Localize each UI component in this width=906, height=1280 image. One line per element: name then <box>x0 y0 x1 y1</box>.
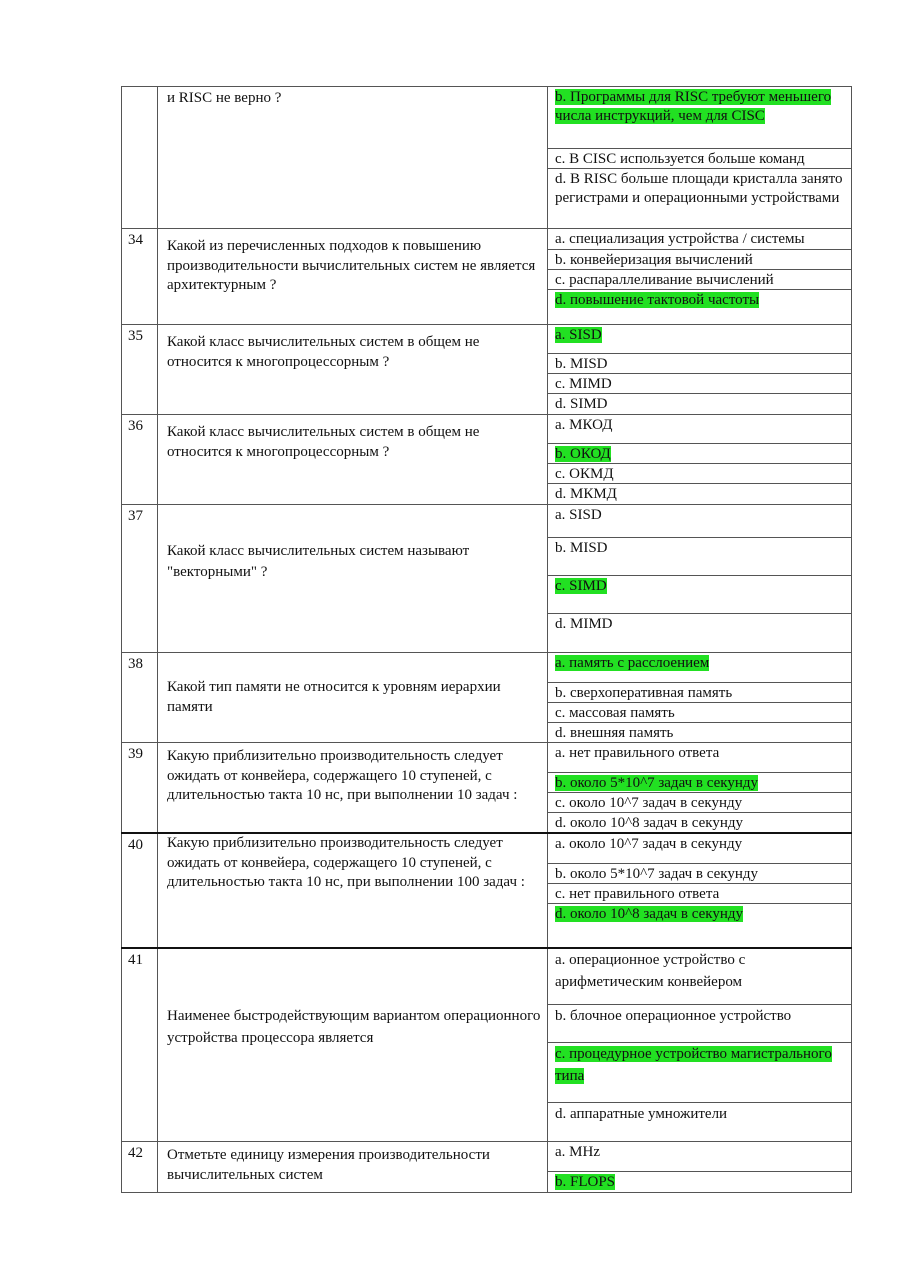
question-number <box>122 87 157 89</box>
question-text-cell <box>158 653 548 743</box>
answer-text: a. специализация устройства / системы <box>555 231 805 247</box>
question-number: 36 <box>128 418 143 434</box>
question-text-cell <box>158 325 548 415</box>
answer-text: a. MHz <box>555 1144 600 1160</box>
question-text: Какую приблизительно производительность следует ожидать от конвейера, содержащего 10 ступеней, с длительностью такта 10 нс, при выполнении 10 задач : <box>167 748 518 803</box>
answer-option <box>548 249 851 269</box>
answer-options-cell <box>548 87 852 229</box>
question-text-cell <box>158 833 548 948</box>
answer-text: d. МКМД <box>555 486 617 502</box>
question-row <box>122 87 852 229</box>
question-text: и RISC не верно ? <box>167 90 282 106</box>
answer-text: d. внешняя память <box>555 725 674 741</box>
question-text: Какой тип памяти не относится к уровням иерархии памяти <box>167 679 501 715</box>
quiz-table <box>121 86 852 1193</box>
answer-option <box>548 949 851 1004</box>
answer-text: a. МКОД <box>555 417 613 433</box>
correct-answer-text: b. около 5*10^7 задач в секунду <box>555 775 758 791</box>
question-number-cell <box>122 325 158 415</box>
answer-option <box>548 148 851 168</box>
question-number: 41 <box>128 952 143 968</box>
question-number-cell <box>122 653 158 743</box>
answer-option <box>548 353 851 373</box>
answer-option <box>548 1042 851 1102</box>
question-number-cell <box>122 948 158 1142</box>
answer-option <box>548 505 851 537</box>
question-row <box>122 229 852 325</box>
question-text: Какой класс вычислительных систем в общем не относится к многопроцессорным ? <box>167 424 480 460</box>
answer-option <box>548 1102 851 1141</box>
question-text-cell <box>158 229 548 325</box>
question-number: 42 <box>128 1145 143 1161</box>
answer-text: d. SIMD <box>555 396 608 412</box>
answer-option <box>548 269 851 289</box>
answer-option <box>548 682 851 702</box>
correct-answer-text: a. память с расслоением <box>555 655 710 671</box>
answer-option <box>548 483 851 504</box>
correct-answer-text: b. ОКОД <box>555 446 611 462</box>
answer-options-cell <box>548 653 852 743</box>
answer-option <box>548 883 851 903</box>
answer-option <box>548 653 851 682</box>
correct-answer-text: b. Программы для RISC требуют меньшего числа инструкций, чем для CISC <box>555 89 832 124</box>
answer-text: b. сверхоперативная память <box>555 685 733 701</box>
answer-options-cell <box>548 415 852 505</box>
answer-option <box>548 443 851 463</box>
question-number-cell <box>122 743 158 834</box>
answer-option <box>548 743 851 772</box>
question-number-cell <box>122 505 158 653</box>
question-row <box>122 415 852 505</box>
correct-answer-text: a. SISD <box>555 327 602 343</box>
answer-option <box>548 792 851 812</box>
question-number-cell <box>122 1142 158 1193</box>
question-row <box>122 505 852 653</box>
question-row <box>122 653 852 743</box>
question-text: Какой класс вычислительных систем в общем не относится к многопроцессорным ? <box>167 334 480 370</box>
answer-text: d. аппаратные умножители <box>555 1106 728 1122</box>
answer-option <box>548 463 851 483</box>
question-text-cell <box>158 743 548 834</box>
answer-text: c. нет правильного ответа <box>555 886 720 902</box>
question-row <box>122 833 852 948</box>
question-text-cell <box>158 87 548 229</box>
answer-option <box>548 575 851 613</box>
question-text: Отметьте единицу измерения производительности вычислительных систем <box>167 1147 490 1183</box>
answer-text: c. около 10^7 задач в секунду <box>555 795 743 811</box>
correct-answer-text: c. процедурное устройство магистрального типа <box>555 1046 832 1084</box>
answer-text: b. блочное операционное устройство <box>555 1008 792 1024</box>
answer-options-cell <box>548 505 852 653</box>
answer-options-cell <box>548 743 852 834</box>
answer-option <box>548 325 851 353</box>
answer-option <box>548 537 851 575</box>
answer-text: d. около 10^8 задач в секунду <box>555 815 743 831</box>
answer-option <box>548 812 851 832</box>
answer-option <box>548 229 851 249</box>
question-number: 37 <box>128 508 143 524</box>
question-number-cell <box>122 87 158 229</box>
question-row <box>122 1142 852 1193</box>
answer-text: c. В CISC используется больше команд <box>555 151 805 167</box>
answer-option <box>548 613 851 652</box>
answer-text: c. массовая память <box>555 705 675 721</box>
question-row <box>122 325 852 415</box>
correct-answer-text: d. повышение тактовой частоты <box>555 292 760 308</box>
answer-text: a. операционное устройство с арифметическим конвейером <box>555 952 746 990</box>
answer-option <box>548 373 851 393</box>
question-text-cell <box>158 948 548 1142</box>
answer-option <box>548 863 851 883</box>
question-text: Какой класс вычислительных систем называют "векторными" ? <box>167 543 470 580</box>
question-number-cell <box>122 229 158 325</box>
question-text-cell <box>158 415 548 505</box>
question-text: Какую приблизительно производительность следует ожидать от конвейера, содержащего 10 ступеней, с длительностью такта 10 нс, при выполнении 100 задач : <box>167 835 525 890</box>
question-number: 38 <box>128 656 143 672</box>
question-row <box>122 743 852 834</box>
answer-text: d. MIMD <box>555 616 613 632</box>
answer-option <box>548 289 851 324</box>
correct-answer-text: b. FLOPS <box>555 1174 616 1190</box>
answer-text: c. ОКМД <box>555 466 614 482</box>
answer-text: d. В RISC больше площади кристалла занято регистрами и операционными устройствами <box>555 171 843 206</box>
answer-text: b. конвейеризация вычислений <box>555 252 753 268</box>
answer-option <box>548 1142 851 1171</box>
answer-option <box>548 772 851 792</box>
answer-option <box>548 1171 851 1192</box>
answer-text: b. около 5*10^7 задач в секунду <box>555 866 758 882</box>
answer-text: c. MIMD <box>555 376 612 392</box>
question-text: Наименее быстродействующим вариантом операционного устройства процессора является <box>167 1008 541 1046</box>
question-row <box>122 948 852 1142</box>
correct-answer-text: c. SIMD <box>555 578 607 594</box>
question-number: 40 <box>128 837 143 853</box>
answer-text: a. SISD <box>555 507 602 523</box>
answer-option <box>548 393 851 414</box>
correct-answer-text: d. около 10^8 задач в секунду <box>555 906 743 922</box>
answer-option <box>548 87 851 148</box>
answer-text: a. около 10^7 задач в секунду <box>555 836 743 852</box>
question-number: 35 <box>128 328 143 344</box>
question-number-cell <box>122 415 158 505</box>
answer-option <box>548 722 851 742</box>
answer-text: b. MISD <box>555 540 608 556</box>
question-number: 39 <box>128 746 143 762</box>
answer-option <box>548 702 851 722</box>
answer-option <box>548 168 851 228</box>
question-number-cell <box>122 833 158 948</box>
answer-text: b. MISD <box>555 356 608 372</box>
answer-option <box>548 903 851 947</box>
answer-option <box>548 1004 851 1042</box>
answer-options-cell <box>548 229 852 325</box>
answer-options-cell <box>548 325 852 415</box>
question-text-cell <box>158 505 548 653</box>
answer-options-cell <box>548 948 852 1142</box>
answer-option <box>548 834 851 863</box>
answer-option <box>548 415 851 443</box>
answer-options-cell <box>548 1142 852 1193</box>
answer-text: a. нет правильного ответа <box>555 745 720 761</box>
question-text-cell <box>158 1142 548 1193</box>
question-number: 34 <box>128 232 143 248</box>
answer-options-cell <box>548 833 852 948</box>
answer-text: c. распараллеливание вычислений <box>555 272 774 288</box>
question-text: Какой из перечисленных подходов к повышению производительности вычислительных систем не является архитектурным ? <box>167 238 536 293</box>
